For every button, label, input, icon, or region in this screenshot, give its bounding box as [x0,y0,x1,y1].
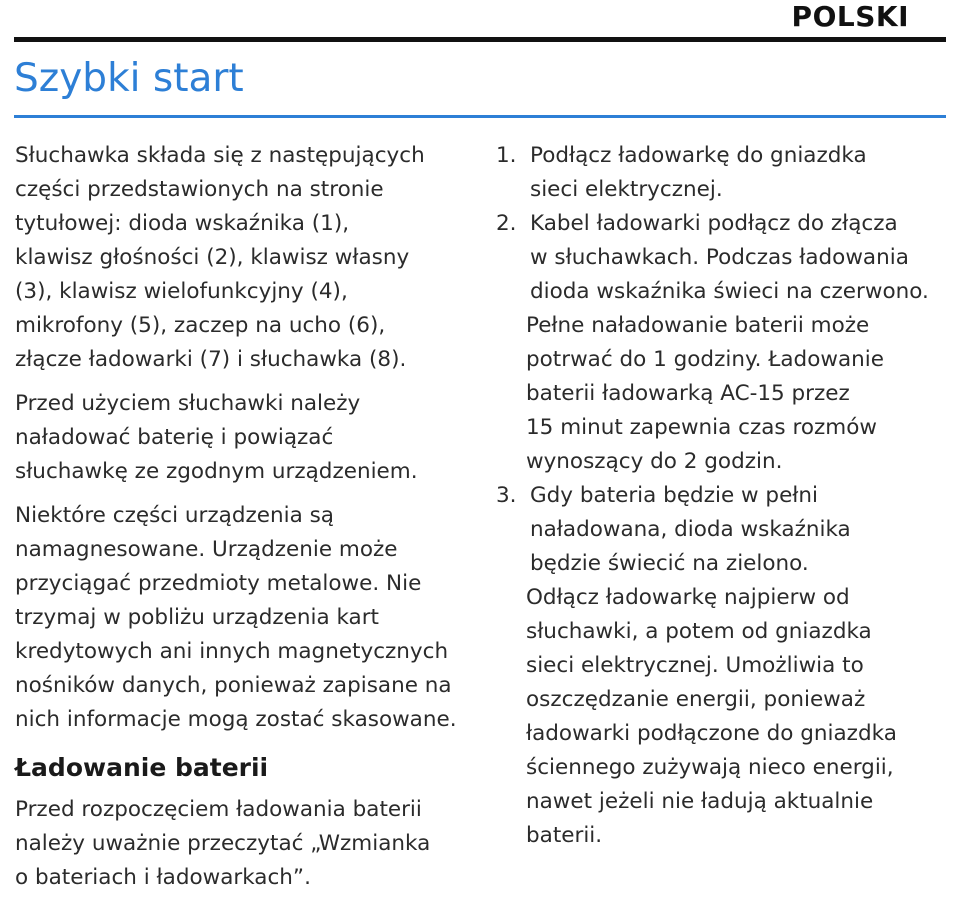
step-number: 1. [496,143,517,168]
step-text: Kabel ładowarki podłącz do złącza w słuchawkach. Podczas ładowania dioda wskaźnika świeci na czerwono. [530,211,929,304]
step-number: 2. [496,211,517,236]
right-column [496,139,946,853]
step-3 [496,479,946,581]
step-number: 3. [496,483,517,508]
page-title: Szybki start [14,56,244,101]
before-use-paragraph: Przed użyciem słuchawki należy naładować baterię i powiązać słuchawkę ze zgodnym urządzeniem. [15,391,418,484]
step-2 [496,207,946,309]
charging-intro-paragraph: Przed rozpoczęciem ładowania baterii należy uważnie przeczytać „Wzmianka o bateriach i ładowarkach”. [15,797,431,890]
intro-paragraph: Słuchawka składa się z następujących części przedstawionych na stronie tytułowej: dioda wskaźnika (1), klawisz głośności (2), klawisz własny (3), klawisz wielofunkcyjny (4), mikrofony (5), zaczep na ucho (6), złącze ładowarki (7) i słuchawka (8). [15,143,425,372]
magnet-warning-paragraph: Niektóre części urządzenia są namagnesowane. Urządzenie może przyciągać przedmioty metalowe. Nie trzymaj w pobliżu urządzenia kart kredytowych ani innych magnetycznych nośników danych, ponieważ zapisane na nich informacje mogą zostać skasowane. [15,503,457,732]
step-text: Gdy bateria będzie w pełni naładowana, dioda wskaźnika będzie świecić na zielono. [530,483,851,576]
header-rule [14,37,946,42]
title-underline [14,115,946,118]
disconnect-note: Odłącz ładowarkę najpierw od słuchawki, a potem od gniazdka sieci elektrycznej. Umożliwia to oszczędzanie energii, ponieważ ładowarki podłączone do gniazdka ściennego zużywają nieco energii, nawet jeżeli nie ładują aktualnie baterii. [526,585,897,848]
section-heading-charging: Ładowanie baterii [15,753,269,782]
left-column [15,139,475,895]
step-text: Podłącz ładowarkę do gniazdka sieci elektrycznej. [530,143,867,202]
language-label: POLSKI [791,0,909,33]
step-1 [496,139,946,207]
step-2-note: Pełne naładowanie baterii może potrwać do 1 godziny. Ładowanie baterii ładowarką AC-15 przez 15 minut zapewnia czas rozmów wynoszący do 2 godzin. [526,313,884,474]
